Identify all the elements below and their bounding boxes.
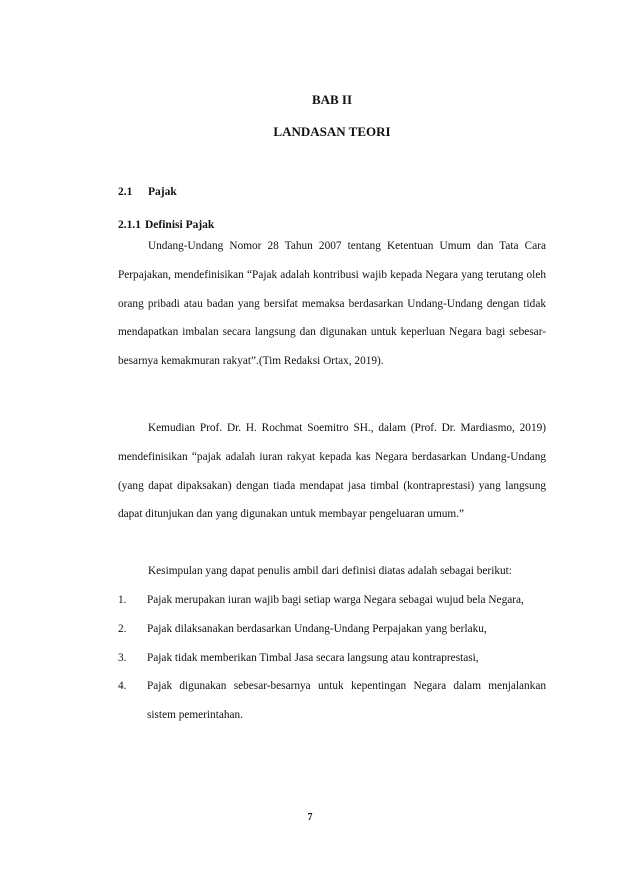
paragraph-conclusion-intro: Kesimpulan yang dapat penulis ambil dari definisi diatas adalah sebagai berikut:: [148, 565, 512, 577]
page-number: 7: [307, 812, 313, 823]
list-item: [118, 672, 546, 730]
list-item: [118, 586, 546, 615]
paragraph-definition-soemitro: Kemudian Prof. Dr. H. Rochmat Soemitro SH., dalam (Prof. Dr. Mardiasmo, 2019) mendefinisikan “pajak adalah iuran rakyat kepada kas Negara berdasarkan Undang-Undang (yang dapat dipaksakan) dengan tiada mendapat jasa timbal (kontraprestasi) yang langsung dapat ditunjukan dan yang digunakan untuk membayar pengeluaran umum.”: [118, 422, 546, 521]
list-item-text: Pajak tidak memberikan Timbal Jasa secara langsung atau kontraprestasi,: [147, 651, 479, 664]
paragraph-definition-law: Undang-Undang Nomor 28 Tahun 2007 tentang Ketentuan Umum dan Tata Cara Perpajakan, mendefinisikan “Pajak adalah kontribusi wajib kepada Negara yang terutang oleh orang pribadi atau badan yang bersifat memaksa berdasarkan Undang-Undang dengan tidak mendapatkan imbalan secara langsung dan digunakan untuk keperluan Negara bagi sebesar-besarnya kemakmuran rakyat”.(Tim Redaksi Ortax, 2019).: [118, 240, 546, 368]
list-item-text: Pajak dilaksanakan berdasarkan Undang-Undang Perpajakan yang berlaku,: [147, 622, 487, 635]
list-item-number: 2.: [118, 622, 127, 635]
subsection-heading: [118, 219, 214, 231]
section-number: 2.1: [118, 186, 133, 198]
section-heading: [118, 186, 177, 198]
list-item-number: 3.: [118, 651, 127, 664]
list-item-number: 1.: [118, 594, 127, 606]
subsection-title: Definisi Pajak: [145, 219, 215, 231]
section-title: Pajak: [148, 186, 177, 198]
list-item: [118, 615, 546, 644]
subsection-number: 2.1.1: [118, 219, 141, 231]
list-item-text: Pajak merupakan iuran wajib bagi setiap warga Negara sebagai wujud bela Negara,: [147, 594, 524, 606]
list-item-text: Pajak digunakan sebesar-besarnya untuk kepentingan Negara dalam menjalankan sistem pemerintahan.: [147, 680, 546, 722]
list-item: [118, 644, 546, 673]
chapter-number: BAB II: [311, 92, 353, 107]
conclusion-list: [118, 586, 546, 730]
chapter-title: LANDASAN TEORI: [273, 124, 391, 139]
list-item-number: 4.: [118, 680, 127, 693]
